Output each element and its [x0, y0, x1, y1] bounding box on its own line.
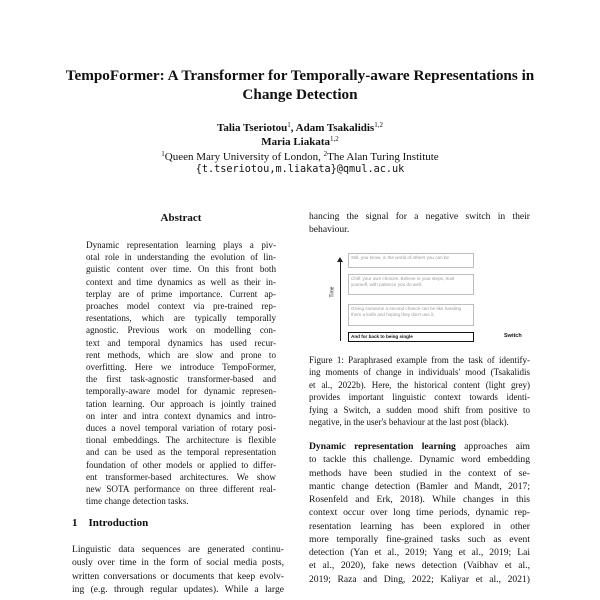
time-axis-arrow-icon: [337, 257, 343, 262]
affiliation-superscript: 1: [161, 150, 165, 158]
abstract-line: proaches model context via pre-trained rep-: [86, 301, 276, 312]
body-line: behaviour.: [309, 224, 350, 236]
history-post: Giving someone a second chance can be like handing them a knife and hoping they don't use it.: [348, 304, 474, 326]
author-superscript: 1,2: [330, 135, 339, 143]
author-superscript: 1,2: [374, 121, 383, 129]
author-name: Adam Tsakalidis: [295, 122, 375, 134]
body-line: context occur over long time periods, dynamic rep-: [309, 507, 530, 519]
abstract-line: otal role in understanding the evolution of lin-: [86, 252, 276, 263]
introduction-body: [72, 543, 284, 596]
introduction-line: written conversations or documents that keep evolv-: [72, 570, 284, 582]
right-column-body: [309, 440, 530, 586]
abstract-line: overfitting. Here we introduce TempoFormer,: [86, 362, 276, 373]
body-line: hancing the signal for a negative switch in their: [309, 211, 530, 222]
switch-label: Switch: [504, 333, 522, 339]
caption-line: provides important linguistic context towards identi-: [309, 392, 530, 403]
caption-line: negative, in the user's behaviour at the last post (black).: [309, 417, 509, 428]
abstract-line: new SOTA performance on three different real-: [86, 484, 276, 495]
caption-line: et al., 2022b). Here, the historical content (light grey): [309, 379, 530, 390]
abstract-line: temporally-aware model for dynamic represen-: [86, 386, 276, 397]
author-name: Maria Liakata: [261, 136, 330, 148]
introduction-line: Linguistic data sequences are generated continu-: [72, 544, 284, 555]
abstract-heading: Abstract: [160, 212, 202, 224]
abstract-line: guistic content over time. On this front both: [86, 264, 276, 275]
abstract-line: foundation of other models or applied to differ-: [86, 459, 276, 470]
section-title: Introduction: [88, 517, 149, 529]
caption-line: Figure 1: Paraphrased example from the task of identify-: [309, 355, 530, 365]
affiliation-text: Queen Mary University of London,: [164, 151, 324, 163]
abstract-line: duces a novel temporal variation of rotary posi-: [86, 423, 276, 434]
author-list: [60, 121, 540, 149]
body-line: mantic change detection (Bamler and Mandt, 2017;: [309, 480, 530, 492]
title-line-1: TempoFormer: A Transformer for Temporally-aware Representations in: [65, 67, 535, 84]
abstract-line: ent transformer-based architectures. We show: [86, 471, 276, 482]
affiliation: [60, 150, 540, 164]
abstract-body: [86, 239, 276, 507]
abstract-line: Dynamic representation learning plays a piv-: [86, 240, 276, 250]
author-name: Talia Tseriotou: [217, 122, 288, 134]
caption-line: ing moments of change in individuals' mood (Tsakalidis: [309, 367, 530, 378]
body-line: resentation learning has been explored in other: [309, 520, 530, 532]
abstract-line: the first task-agnostic transformer-based and: [86, 374, 276, 385]
current-post: And for back to being single: [348, 332, 474, 342]
introduction-heading: [72, 517, 282, 529]
abstract-line: rent methods, which are slow and prone to: [86, 349, 276, 360]
body-line: detection (Yan et al., 2019; Yang et al., 2019; Lai: [309, 547, 530, 558]
history-post: Still, you know, in the world of others you can be: [348, 253, 474, 268]
body-line: methods have been studied in the context of se-: [309, 467, 530, 479]
body-line: Rosenfeld and Erk, 2018). While changes in this: [309, 494, 530, 505]
abstract-line: terplay are of prime importance. Current ap-: [86, 288, 276, 299]
author-email: {t.tseriotou,m.liakata}@qmul.ac.uk: [195, 164, 405, 175]
time-axis-label: Time: [329, 286, 336, 298]
author-line-1: Talia Tseriotou$^1$, Adam Tsakalidis$^{1,2}$: [217, 121, 383, 134]
abstract-line: context and time dynamics as well as their in-: [86, 276, 276, 287]
body-lead-bold: Dynamic representation learning: [309, 441, 456, 452]
abstract-line: and can be used as the temporal representation: [86, 447, 276, 458]
section-number: 1: [72, 517, 78, 529]
right-column-top-text: [309, 210, 530, 237]
body-line: more temporally fine-grained tasks such as event: [309, 533, 530, 545]
affiliation-text: The Alan Turing Institute: [327, 151, 439, 163]
figure-1: [329, 247, 528, 347]
body-lead-rest: approaches aim: [455, 441, 530, 452]
abstract-line: on inter and intra context dynamics and intro-: [86, 410, 276, 421]
figure-caption: [309, 354, 530, 428]
body-line: et al., 2020), fake news detection (Vaibhav et al.,: [309, 560, 530, 572]
caption-line: fying a Switch, a sudden mood shift from positive to: [309, 404, 530, 415]
author-superscript: 1: [287, 121, 291, 129]
history-post: Chill: your own choices. Believe in your steps, trust yourself, with patience you do well.: [348, 274, 474, 295]
abstract-line: text and temporal dynamics has used recur-: [86, 337, 276, 348]
introduction-line: ously over time in the form of social media posts,: [72, 557, 284, 569]
affiliation-superscript: 2: [323, 150, 328, 158]
time-axis: [340, 261, 341, 341]
body-line: [309, 440, 530, 453]
body-lines: [309, 453, 530, 586]
abstract-line: agnostic. Previous work on modelling con-: [86, 325, 276, 336]
body-line: 2019; Raza and Ding, 2022; Kaliyar et al., 2021): [309, 573, 530, 585]
abstract-line: time change detection tasks.: [86, 496, 189, 507]
introduction-line: ing (e.g. through regular updates). While a large: [72, 583, 284, 595]
body-line: to tackle this challenge. Dynamic word embedding: [309, 454, 530, 466]
abstract-line: tation learning. Our approach is jointly trained: [86, 398, 276, 409]
author-line-2: [60, 135, 540, 149]
title-line-2: Change Detection: [242, 86, 358, 103]
paper-title: [60, 66, 540, 104]
switch-tag: [504, 333, 522, 339]
abstract-line: tional embeddings. The architecture is flexible: [86, 435, 276, 446]
abstract-line: resentations, which are typically temporally: [86, 313, 276, 324]
